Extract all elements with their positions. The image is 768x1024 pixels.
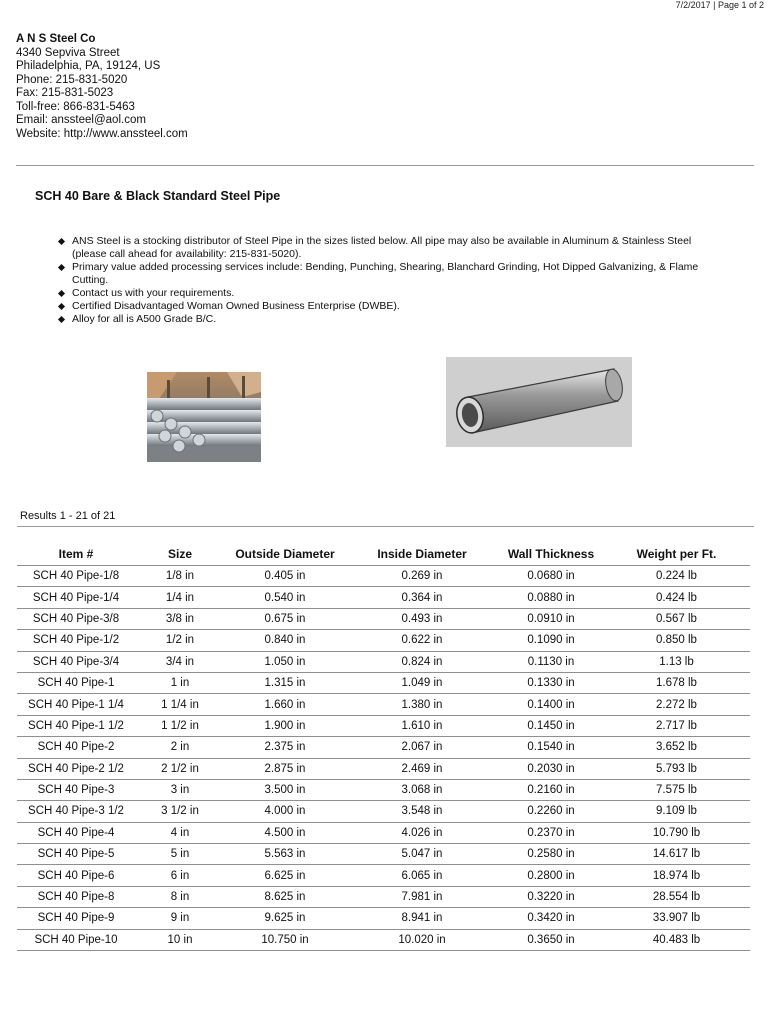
company-email: Email: anssteel@aol.com xyxy=(16,114,146,126)
cell-item: SCH 40 Pipe-1/2 xyxy=(17,630,135,651)
cell-weight: 2.272 lb xyxy=(603,694,750,715)
table-row xyxy=(17,886,750,907)
cell-size: 6 in xyxy=(135,865,225,886)
cell-size: 1/2 in xyxy=(135,630,225,651)
cell-wall: 0.2260 in xyxy=(499,801,603,822)
cell-weight: 40.483 lb xyxy=(603,929,750,950)
cell-weight: 1.678 lb xyxy=(603,672,750,693)
column-header-inside-diameter: Inside Diameter xyxy=(345,543,499,566)
cell-item: SCH 40 Pipe-2 1/2 xyxy=(17,758,135,779)
print-header: 7/2/2017 | Page 1 of 2 xyxy=(675,0,764,10)
cell-id: 0.824 in xyxy=(345,651,499,672)
cell-weight: 0.224 lb xyxy=(603,566,750,587)
cell-weight: 0.567 lb xyxy=(603,608,750,629)
cell-od: 0.405 in xyxy=(225,566,345,587)
cell-id: 0.622 in xyxy=(345,630,499,651)
column-header-weight: Weight per Ft. xyxy=(603,543,750,566)
table-row xyxy=(17,587,750,608)
cell-weight: 1.13 lb xyxy=(603,651,750,672)
table-row xyxy=(17,779,750,800)
cell-size: 9 in xyxy=(135,908,225,929)
cell-item: SCH 40 Pipe-1/8 xyxy=(17,566,135,587)
company-tollfree: Toll-free: 866-831-5463 xyxy=(16,100,135,113)
bullet-icon xyxy=(58,290,65,297)
cell-wall: 0.1130 in xyxy=(499,651,603,672)
cell-id: 5.047 in xyxy=(345,844,499,865)
cell-size: 8 in xyxy=(135,886,225,907)
cell-item: SCH 40 Pipe-1/4 xyxy=(17,587,135,608)
list-item: Alloy for all is A500 Grade B/C. xyxy=(58,313,718,326)
cell-weight: 33.907 lb xyxy=(603,908,750,929)
cell-wall: 0.2800 in xyxy=(499,865,603,886)
cell-od: 3.500 in xyxy=(225,779,345,800)
cell-item: SCH 40 Pipe-3/4 xyxy=(17,651,135,672)
cell-od: 9.625 in xyxy=(225,908,345,929)
cell-size: 10 in xyxy=(135,929,225,950)
cell-size: 2 1/2 in xyxy=(135,758,225,779)
company-fax: Fax: 215-831-5023 xyxy=(16,87,114,99)
cell-item: SCH 40 Pipe-3 1/2 xyxy=(17,801,135,822)
cell-id: 10.020 in xyxy=(345,929,499,950)
cell-id: 3.548 in xyxy=(345,801,499,822)
cell-od: 1.660 in xyxy=(225,694,345,715)
cell-item: SCH 40 Pipe-1 xyxy=(17,672,135,693)
cell-wall: 0.1450 in xyxy=(499,715,603,736)
cell-wall: 0.0680 in xyxy=(499,566,603,587)
cell-od: 8.625 in xyxy=(225,886,345,907)
bullet-icon xyxy=(58,316,65,323)
cell-wall: 0.3220 in xyxy=(499,886,603,907)
cell-weight: 0.424 lb xyxy=(603,587,750,608)
cell-wall: 0.0910 in xyxy=(499,608,603,629)
cell-wall: 0.2030 in xyxy=(499,758,603,779)
table-row xyxy=(17,908,750,929)
company-website: Website: http://www.anssteel.com xyxy=(16,127,188,140)
cell-weight: 18.974 lb xyxy=(603,865,750,886)
cell-wall: 0.3650 in xyxy=(499,929,603,950)
table-header-row xyxy=(17,543,750,566)
cell-size: 3/4 in xyxy=(135,651,225,672)
cell-id: 6.065 in xyxy=(345,865,499,886)
cell-id: 3.068 in xyxy=(345,779,499,800)
cell-item: SCH 40 Pipe-10 xyxy=(17,929,135,950)
list-item: ANS Steel is a stocking distributor of Steel Pipe in the sizes listed below. All pipe may also be available in Aluminum & Stainless Steel (please call ahead for availability: 215-831-5020). xyxy=(58,235,718,261)
cell-item: SCH 40 Pipe-1 1/2 xyxy=(17,715,135,736)
cell-weight: 10.790 lb xyxy=(603,822,750,843)
cell-wall: 0.1090 in xyxy=(499,630,603,651)
table-row xyxy=(17,715,750,736)
table-row xyxy=(17,630,750,651)
cell-size: 1/4 in xyxy=(135,587,225,608)
cell-size: 3 in xyxy=(135,779,225,800)
cell-od: 0.675 in xyxy=(225,608,345,629)
cell-od: 1.050 in xyxy=(225,651,345,672)
page-title: SCH 40 Bare & Black Standard Steel Pipe xyxy=(35,189,281,203)
list-item: Primary value added processing services include: Bending, Punching, Shearing, Blanchard Grinding, Hot Dipped Galvanizing, & Flame Cutting. xyxy=(58,261,718,287)
cell-od: 5.563 in xyxy=(225,844,345,865)
company-phone: Phone: 215-831-5020 xyxy=(16,73,128,86)
cell-od: 4.000 in xyxy=(225,801,345,822)
table-row xyxy=(17,566,750,587)
cell-weight: 3.652 lb xyxy=(603,737,750,758)
table-row xyxy=(17,737,750,758)
column-header-size: Size xyxy=(135,543,225,566)
company-city: Philadelphia, PA, 19124, US xyxy=(16,60,161,72)
cell-wall: 0.2370 in xyxy=(499,822,603,843)
pipe-table xyxy=(17,543,750,951)
table-row xyxy=(17,844,750,865)
table-row xyxy=(17,651,750,672)
cell-item: SCH 40 Pipe-3/8 xyxy=(17,608,135,629)
table-row xyxy=(17,694,750,715)
cell-item: SCH 40 Pipe-5 xyxy=(17,844,135,865)
divider xyxy=(16,165,754,166)
table-row xyxy=(17,672,750,693)
cell-wall: 0.1400 in xyxy=(499,694,603,715)
cell-od: 0.840 in xyxy=(225,630,345,651)
cell-weight: 14.617 lb xyxy=(603,844,750,865)
cell-id: 1.380 in xyxy=(345,694,499,715)
bullet-icon xyxy=(58,303,65,310)
company-street: 4340 Sepviva Street xyxy=(16,46,120,59)
column-header-item: Item # xyxy=(17,543,135,566)
cell-id: 7.981 in xyxy=(345,886,499,907)
cell-od: 1.900 in xyxy=(225,715,345,736)
cell-id: 0.269 in xyxy=(345,566,499,587)
cell-id: 8.941 in xyxy=(345,908,499,929)
cell-item: SCH 40 Pipe-8 xyxy=(17,886,135,907)
cell-item: SCH 40 Pipe-9 xyxy=(17,908,135,929)
divider xyxy=(17,526,754,527)
cell-item: SCH 40 Pipe-1 1/4 xyxy=(17,694,135,715)
cell-od: 10.750 in xyxy=(225,929,345,950)
table-row xyxy=(17,608,750,629)
cell-size: 1 1/4 in xyxy=(135,694,225,715)
table-row xyxy=(17,929,750,950)
cell-od: 1.315 in xyxy=(225,672,345,693)
cell-weight: 7.575 lb xyxy=(603,779,750,800)
table-row xyxy=(17,822,750,843)
cell-id: 0.493 in xyxy=(345,608,499,629)
cell-id: 2.469 in xyxy=(345,758,499,779)
cell-size: 4 in xyxy=(135,822,225,843)
column-header-wall-thickness: Wall Thickness xyxy=(499,543,603,566)
cell-size: 5 in xyxy=(135,844,225,865)
cell-size: 1/8 in xyxy=(135,566,225,587)
cell-id: 2.067 in xyxy=(345,737,499,758)
pipe-illustration xyxy=(446,357,632,447)
cell-od: 2.375 in xyxy=(225,737,345,758)
cell-size: 1 in xyxy=(135,672,225,693)
cell-weight: 5.793 lb xyxy=(603,758,750,779)
cell-weight: 28.554 lb xyxy=(603,886,750,907)
list-item: Contact us with your requirements. xyxy=(58,287,718,300)
cell-wall: 0.2580 in xyxy=(499,844,603,865)
cell-wall: 0.2160 in xyxy=(499,779,603,800)
cell-item: SCH 40 Pipe-3 xyxy=(17,779,135,800)
cell-wall: 0.1540 in xyxy=(499,737,603,758)
cell-wall: 0.3420 in xyxy=(499,908,603,929)
cell-id: 1.049 in xyxy=(345,672,499,693)
cell-od: 2.875 in xyxy=(225,758,345,779)
cell-size: 2 in xyxy=(135,737,225,758)
cell-item: SCH 40 Pipe-2 xyxy=(17,737,135,758)
feature-list xyxy=(58,235,718,326)
cell-weight: 9.109 lb xyxy=(603,801,750,822)
cell-size: 1 1/2 in xyxy=(135,715,225,736)
cell-od: 0.540 in xyxy=(225,587,345,608)
table-row xyxy=(17,801,750,822)
column-header-outside-diameter: Outside Diameter xyxy=(225,543,345,566)
cell-wall: 0.0880 in xyxy=(499,587,603,608)
cell-weight: 0.850 lb xyxy=(603,630,750,651)
bullet-icon xyxy=(58,238,65,245)
cell-item: SCH 40 Pipe-4 xyxy=(17,822,135,843)
company-name: A N S Steel Co xyxy=(16,33,96,45)
cell-item: SCH 40 Pipe-6 xyxy=(17,865,135,886)
cell-size: 3/8 in xyxy=(135,608,225,629)
results-count: Results 1 - 21 of 21 xyxy=(20,510,116,522)
list-item: Certified Disadvantaged Woman Owned Business Enterprise (DWBE). xyxy=(58,300,718,313)
cell-size: 3 1/2 in xyxy=(135,801,225,822)
cell-weight: 2.717 lb xyxy=(603,715,750,736)
cell-wall: 0.1330 in xyxy=(499,672,603,693)
table-row xyxy=(17,865,750,886)
table-row xyxy=(17,758,750,779)
cell-id: 4.026 in xyxy=(345,822,499,843)
cell-id: 0.364 in xyxy=(345,587,499,608)
bullet-icon xyxy=(58,264,65,271)
cell-od: 6.625 in xyxy=(225,865,345,886)
cell-id: 1.610 in xyxy=(345,715,499,736)
cell-od: 4.500 in xyxy=(225,822,345,843)
pipe-stack-photo xyxy=(147,372,261,462)
company-info xyxy=(16,33,188,141)
